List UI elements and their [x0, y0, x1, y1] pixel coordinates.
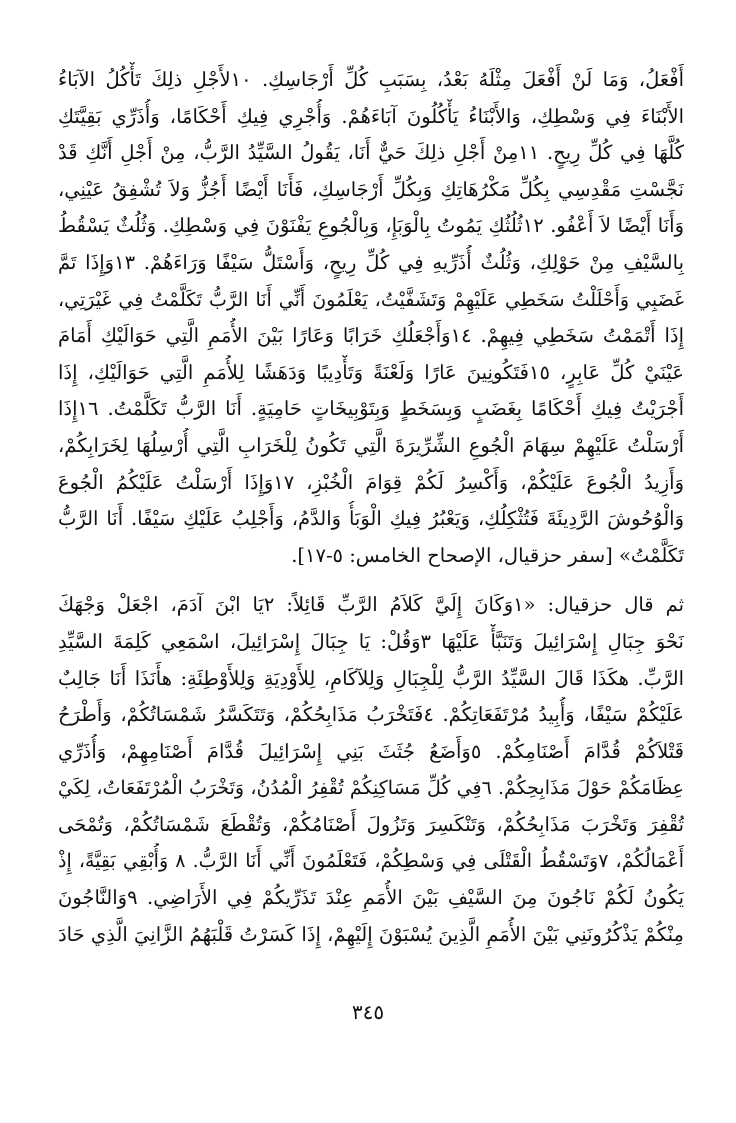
text-line: كُلَّهَا فِي كُلِّ رِيحٍ. ١١مِنْ أَجْلِ ذلِكَ حَيٌّ أَنَا، يَقُولُ السَّيِّدُ الرَّبُّ، مِنْ أَجْلِ أَنَّكِ قَدْ — [58, 141, 684, 165]
text-line-citation: تَكَلَّمْتُ» [سفر حزقيال، الإصحاح الخامس: ٥-١٧]. — [291, 543, 684, 567]
text-line: وَالْوُحُوشَ الرَّدِيئَةَ فَتُثْكِلُكِ، وَيَعْبُرُ فِيكِ الْوَبَأُ وَالدَّمُ، وَأَجْلِبُ عَلَيْكِ سَيْفًا. أَنَا الرَّبُّ — [58, 507, 684, 531]
text-line: قَتْلاَكُمْ قُدَّامَ أَصْنَامِكُمْ. ٥وَأَضَعُ جُثَثَ بَنِي إِسْرَائِيلَ قُدَّامَ أَصْنَامِهِمْ، وَأُذَرِّي — [58, 739, 684, 763]
text-line: أَرْسَلْتُ عَلَيْهِمْ سِهَامَ الْجُوعِ الشِّرِّيرَةَ الَّتِي تَكُونُ لِلْخَرَابِ الَّتِي أُرْسِلُهَا لِخَرَابِكُمْ، — [58, 433, 684, 457]
text-line: نَحْوَ جِبَالِ إِسْرَائِيلَ وَتَنَبَّأْ عَلَيْهَا ٣وَقُلْ: يَا جِبَالَ إِسْرَائِيلَ، اسْمَعِي كَلِمَةَ السَّيِّدِ — [58, 629, 684, 653]
text-line: الأَبْنَاءَ فِي وَسْطِكِ، وَالأَبْنَاءُ يَأْكُلُونَ آبَاءَهُمْ. وَأُجْرِي فِيكِ أَحْكَامًا، وَأُذَرِّي بَقِيَّتَكِ — [58, 104, 684, 128]
text-line: بِالسَّيْفِ مِنْ حَوْلِكِ، وَثُلُثٌ أُذَرِّيهِ فِي كُلِّ رِيحٍ، وَأَسْتَلُّ سَيْفًا وَرَاءَهُمْ. ١٣وَإِذَا تَمَّ — [58, 250, 684, 274]
text-line: مِنْكُمْ يَذْكُرُونَنِي بَيْنَ الأُمَمِ الَّذِينَ يُسْبَوْنَ إِلَيْهِمْ، إِذَا كَسَرْتُ قَلْبَهُمُ الزَّانِيَ الَّذِي حَادَ — [58, 922, 684, 946]
text-line: إِذَا أَتْمَمْتُ سَخَطِي فِيهِمْ. ١٤وَأَجْعَلُكِ خَرَابًا وَعَارًا بَيْنَ الأُمَمِ الَّتِي حَوَالَيْكِ أَمَامَ — [58, 324, 684, 348]
text-line: تُقْفِرَ وَتَخْرَبَ مَذَابِحُكُمْ، وَتَنْكَسِرَ وَتَزُولَ أَصْنَامُكُمْ، وَتُقْطَعَ شَمْسَاتُكُمْ، وَتُمْحَى — [58, 812, 684, 836]
text-line: غَضَبِي وَأَحْلَلْتُ سَخَطِي عَلَيْهِمْ وَتَشَفَّيْتُ، يَعْلَمُونَ أَنِّي أَنَا الرَّبُّ تَكَلَّمْتُ فِي غَيْرَتِي، — [58, 288, 684, 311]
text-line: وَأَزِيدُ الْجُوعَ عَلَيْكُمْ، وَأَكْسِرُ لَكُمْ قِوَامَ الْخُبْزِ، ١٧وَإِذَا أَرْسَلْتُ عَلَيْكُمُ الْجُوعَ — [58, 470, 684, 494]
text-line: أَعْمَالُكُمْ، ٧وَتَسْقُطُ الْقَتْلَى فِي وَسْطِكُمْ، فَتَعْلَمُونَ أَنِّي أَنَا الرَّبُّ. ٨ وَأُبْقِي بَقِيَّةً، إِذْ — [58, 850, 684, 873]
text-line: الرَّبِّ. هكَذَا قَالَ السَّيِّدُ الرَّبُّ لِلْجِبَالِ وَلِلآكَامِ، لِلأَوْدِيَةِ وَلِلأَوْطِئَةِ: هأَنَذَا أَنَا جَالِبٌ — [58, 666, 684, 690]
text-line: عَلَيْكُمْ سَيْفًا، وَأُبِيدُ مُرْتَفَعَاتِكُمْ. ٤فَتَخْرَبُ مَذَابِحُكُمْ، وَتَتَكَسَّرُ شَمْسَاتُكُمْ، وَأَطْرَحُ — [58, 703, 684, 727]
text-line: ثم قال حزقيال: «١وَكَانَ إِلَيَّ كَلاَمُ الرَّبِّ قَائِلاً: ٢يَا ابْنَ آدَمَ، اجْعَلْ وَجْهَكَ — [58, 593, 684, 617]
paragraph-ezekiel-6 — [58, 587, 684, 953]
document-page — [58, 62, 684, 1062]
text-line: وَأَنَا أَيْضًا لاَ أَعْفُو. ١٢ثُلُثُكِ يَمُوتُ بِالْوَبَإِ، وَبِالْجُوعِ يَفْنَوْنَ فِي وَسْطِكِ. وَثُلُثٌ يَسْقُطُ — [58, 214, 684, 238]
text-line: عِظَامَكُمْ حَوْلَ مَذَابِحِكُمْ. ٦فِي كُلِّ مَسَاكِنِكُمْ تُقْفِرُ الْمُدُنُ، وَتَخْرَبُ الْمُرْتَفَعَاتُ، لِكَيْ — [58, 777, 684, 800]
paragraph-ezekiel-5 — [58, 62, 684, 574]
page-number: ٣٤٥ — [351, 1000, 385, 1024]
text-line: يَكُونُ لَكُمْ نَاجُونَ مِنَ السَّيْفِ بَيْنَ الأُمَمِ عِنْدَ تَذَرِّيكُمْ فِي الأَرَاضِي. ٩وَالنَّاجُونَ — [58, 886, 684, 910]
text-line: أَفْعَلُ، وَمَا لَنْ أَفْعَلَ مِثْلَهُ بَعْدُ، بِسَبَبِ كُلِّ أَرْجَاسِكِ. ١٠لأَجْلِ ذلِكَ تَأْكُلُ الآبَاءُ — [58, 68, 684, 91]
text-line: نَجَّسْتِ مَقْدِسِي بِكُلِّ مَكْرُهَاتِكِ وَبِكُلِّ أَرْجَاسِكِ، فَأَنَا أَيْضًا أَجُزُّ وَلاَ تُشْفِقُ عَيْنِي، — [58, 177, 684, 201]
text-line: عَيْنَيْ كُلِّ عَابِرٍ، ١٥فَتَكُونِينَ عَارًا وَلَعْنَةً وَتَأْدِيبًا وَدَهَشًا لِلأُمَمِ الَّتِي حَوَالَيْكِ، إِذَا — [58, 360, 684, 384]
text-line: أَجْرَيْتُ فِيكِ أَحْكَامًا بِغَضَبٍ وَبِسَخَطٍ وَبِتَوْبِيخَاتٍ حَامِيَةٍ. أَنَا الرَّبُّ تَكَلَّمْتُ. ١٦إِذَا — [58, 397, 684, 421]
